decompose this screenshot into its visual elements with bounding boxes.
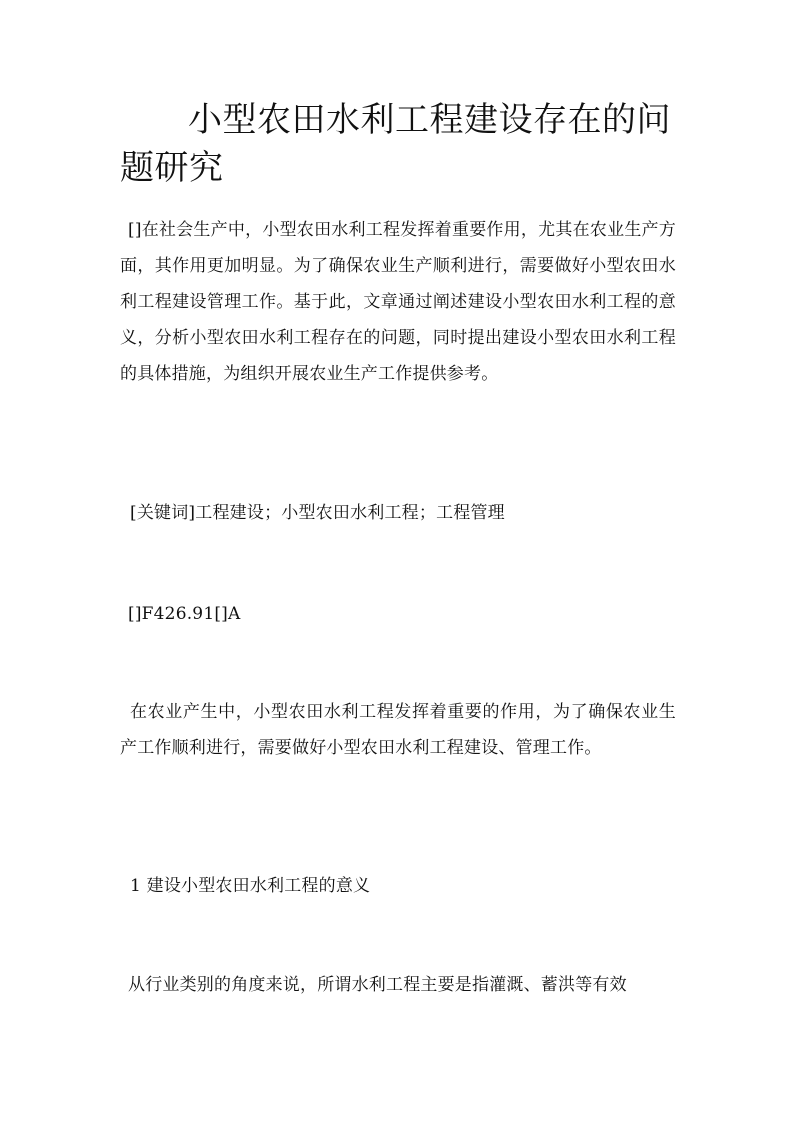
- document-title: 小型农田水利工程建设存在的问题研究: [120, 100, 671, 188]
- section-body-paragraph: 从行业类别的角度来说，所谓水利工程主要是指灌溉、蓄洪等有效: [128, 975, 627, 995]
- abstract-paragraph: []在社会生产中，小型农田水利工程发挥着重要作用，尤其在农业生产方面，其作用更加明显。为了确保农业生产顺利进行，需要做好小型农田水利工程建设管理工作。基于此，文章通过阐述建设小型农田水利工程的意义，分析小型农田水利工程存在的问题，同时提出建设小型农田水利工程的具体措施，为组织开展农业生产工作提供参考。: [120, 220, 676, 384]
- intro-paragraph: 在农业产生中，小型农田水利工程发挥着重要的作用，为了确保农业生产工作顺利进行，需要做好小型农田水利工程建设、管理工作。: [120, 702, 676, 758]
- classification-line: []F426.91[]A: [128, 604, 241, 624]
- section-heading: 1 建设小型农田水利工程的意义: [130, 876, 371, 896]
- keywords-line: [关键词]工程建设；小型农田水利工程；工程管理: [130, 503, 505, 523]
